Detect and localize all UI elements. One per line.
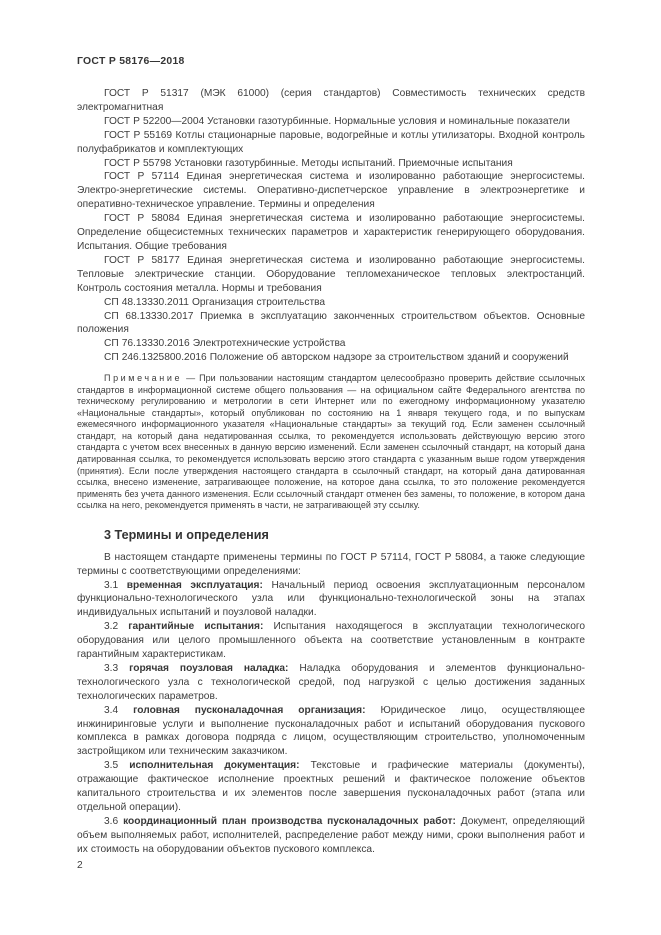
term-number: 3.2 [104,621,119,633]
reference-paragraph: ГОСТ Р 58177 Единая энергетическая система и изолированно работающие энергосистемы. Тепловые электрические станции. Оборудование тепломеханическое тепловых электростанций. Контроль состояния металла. Нормы и требования [77,254,585,294]
reference-paragraph: СП 76.13330.2016 Электротехнические устройства [104,338,346,350]
term-number: 3.3 [104,662,119,674]
term-number: 3.5 [104,760,119,772]
term-number: 3.1 [104,579,119,591]
term-paragraph [77,579,585,621]
page-number: 2 [77,859,83,871]
term-paragraph [77,815,585,857]
term-name: временная эксплуатация: [126,579,263,591]
section-3-title: 3 Термины и определения [104,527,269,542]
reference-paragraph: ГОСТ Р 55798 Установки газотурбинные. Методы испытаний. Приемочные испытания [104,157,513,169]
reference-paragraph: ГОСТ Р 52200—2004 Установки газотурбинные. Нормальные условия и номинальные показатели [104,115,570,127]
terms-list [77,579,585,857]
term-definition: Начальный период освоения эксплуатационным персоналом функционально-технологического узла или функционально-технологической зоны на этапах индивидуальных испытаний и поузловой наладки. [77,579,585,619]
reference-paragraph: СП 68.13330.2017 Приемка в эксплуатацию законченных строительством объектов. Основные положения [77,310,585,336]
term-number: 3.4 [104,704,119,716]
term-name: гарантийные испытания: [128,621,264,633]
term-number: 3.6 [104,815,119,827]
note-text: — При пользовании настоящим стандартом целесообразно проверить действие ссылочных стандартов в информационной системе общего пользования — на официальном сайте Федерального агентства по техническому регулированию и метрологии в сети Интернет или по ежегодному информационному указателю «Национальные стандарты», который опубликован по состоянию на 1 января текущего года, и по выпускам ежемесячного информационного указателя «Национальные стандарты» за текущий год. Если заменен ссылочный стандарт, на который дана недатированная ссылка, то рекомендуется использовать действующую версию этого стандарта с учетом всех внесенных в данную версию изменений. Если заменен ссылочный стандарт, на который дана датированная ссылка, то рекомендуется использовать версию этого стандарта с указанным выше годом утверждения (принятия). Если после утверждения настоящего стандарта в ссылочный стандарт, на который дана датированная ссылка, внесено изменение, затрагивающее положение, на которое дана ссылка, то это положение рекомендуется применять без учета данного изменения. Если ссылочный стандарт отменен без замены, то положение, в котором дана ссылка на него, рекомендуется применять в части, не затрагивающей эту ссылку. [77,373,585,511]
term-name: исполнительная документация: [129,760,300,772]
term-name: координационный план производства пусконаладочных работ: [123,815,456,827]
term-definition: Текстовые и графические материалы (документы), отражающие фактическое исполнение проектных решений и фактическое положение объектов капитального строительства и их элементов после завершения пусконаладочных работ (этапа или отдельной операции). [77,760,585,813]
term-paragraph [77,759,585,815]
reference-paragraph: ГОСТ Р 57114 Единая энергетическая система и изолированно работающие энергосистемы. Электро-энергетические системы. Оперативно-диспетчерское управление в электроэнергетике и оперативно-техническое управление. Термины и определения [77,171,585,211]
term-definition: Испытания находящегося в эксплуатации технологического оборудования или целого промышленного объекта на соответствие установленным в контракте гарантийным характеристикам. [77,621,586,661]
doc-number-header: ГОСТ Р 58176—2018 [77,56,185,67]
reference-paragraph: ГОСТ Р 55169 Котлы стационарные паровые, водогрейные и котлы утилизаторы. Входной контроль полуфабрикатов и комплектующих [77,129,585,155]
term-definition: Документ, определяющий объем выполняемых работ, исполнителей, распределение работ между ними, сроки выполнения работ и их стоимость на оборудовании объектов пускового комплекса. [77,815,585,855]
note-label: Примечание [104,373,183,384]
term-paragraph [77,620,585,662]
term-definition: Наладка оборудования и элементов функционально-технологического узла с технологической средой, под нагрузкой с целью достижения заданных технологических параметров. [77,662,585,702]
term-paragraph [77,704,585,760]
reference-paragraph: СП 48.13330.2011 Организация строительства [104,296,326,308]
term-name: головная пусконаладочная организация: [133,704,366,716]
term-definition: Юридическое лицо, осуществляющее инжиниринговые услуги и выполнение пусконаладочных работ и испытаний оборудования пускового комплекса в рамках договора подряда с лицом, осуществляющим строительство, уполномоченным застройщиком или техническим заказчиком. [77,704,585,758]
references-list [77,87,585,365]
reference-paragraph: ГОСТ Р 58084 Единая энергетическая система и изолированно работающие энергосистемы. Определение общесистемных технических параметров и характеристик генерирующего оборудования. Испытания. Общие требования [77,213,585,252]
note-paragraph [77,373,585,512]
term-paragraph [77,662,585,704]
section-3-intro: В настоящем стандарте применены термины по ГОСТ Р 57114, ГОСТ Р 58084, а также следующие термины с соответствующими определениями: [77,551,585,577]
reference-paragraph: СП 246.1325800.2016 Положение об авторском надзоре за строительством зданий и сооружений [104,352,569,364]
reference-paragraph: ГОСТ Р 51317 (МЭК 61000) (серия стандартов) Совместимость технических средств электромагнитная [77,88,585,113]
term-name: горячая поузловая наладка: [129,662,289,674]
